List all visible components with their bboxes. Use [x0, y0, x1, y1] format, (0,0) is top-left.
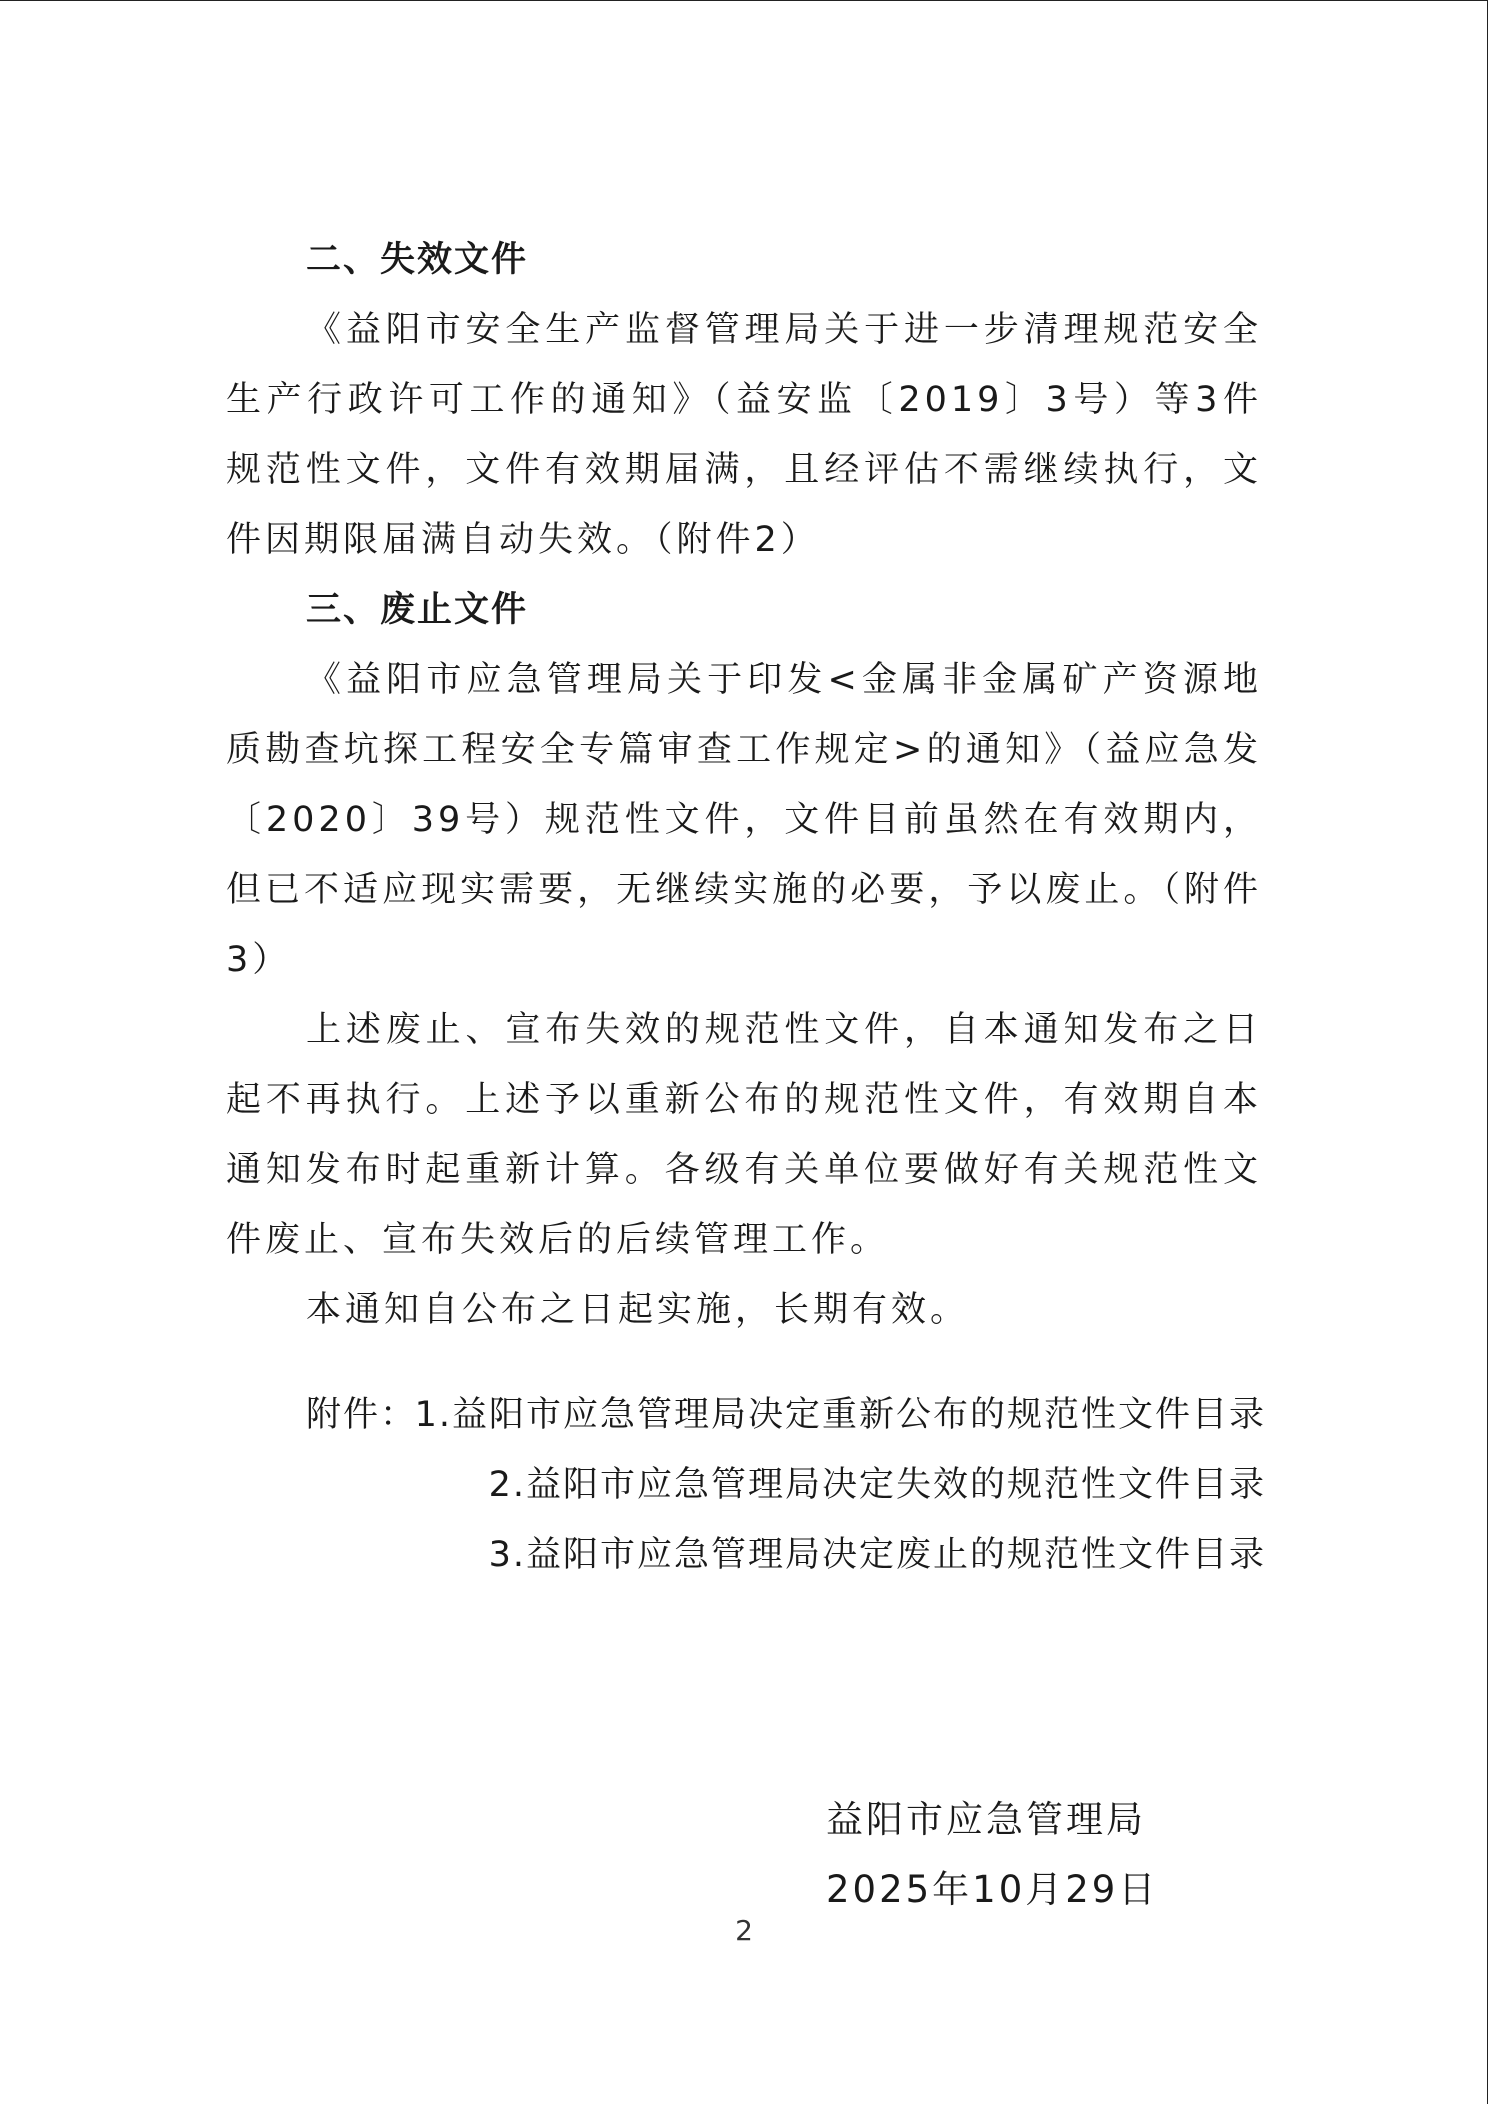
section-heading-repealed-documents: 三、废止文件 — [306, 590, 529, 630]
document-body — [226, 225, 1266, 1590]
attachment-item-1: 1.益阳市应急管理局决定重新公布的规范性文件目录 — [414, 1395, 1266, 1435]
effective-date-paragraph: 本通知自公布之日起实施，长期有效。 — [306, 1290, 970, 1330]
signature-block — [826, 1785, 1158, 1925]
signature-org: 益阳市应急管理局 — [826, 1798, 1146, 1841]
attachment-item-2: 2.益阳市应急管理局决定失效的规范性文件目录 — [488, 1465, 1266, 1505]
attachments-block — [226, 1380, 1266, 1590]
section-paragraph-repealed-documents: 《益阳市应急管理局关于印发<金属非金属矿产资源地质勘查坑探工程安全专篇审查工作规定>的通知》（益应急发〔2020〕39号）规范性文件，文件目前虽然在有效期内，但已不适应现实需要，无继续实施的必要，予以废止。（附件3） — [226, 660, 1262, 980]
attachments-label: 附件： — [306, 1395, 418, 1435]
section-heading-invalid-documents: 二、失效文件 — [306, 240, 529, 280]
page-number: 2 — [735, 1914, 753, 1947]
attachment-item-3: 3.益阳市应急管理局决定废止的规范性文件目录 — [488, 1535, 1266, 1575]
signature-date: 2025年10月29日 — [826, 1868, 1159, 1911]
closing-paragraph: 上述废止、宣布失效的规范性文件，自本通知发布之日起不再执行。上述予以重新公布的规范性文件，有效期自本通知发布时起重新计算。各级有关单位要做好有关规范性文件废止、宣布失效后的后续管理工作。 — [226, 1010, 1262, 1260]
section-paragraph-invalid-documents: 《益阳市安全生产监督管理局关于进一步清理规范安全生产行政许可工作的通知》（益安监〔2019〕3号）等3件规范性文件，文件有效期届满，且经评估不需继续执行，文件因期限届满自动失效。（附件2） — [226, 310, 1262, 560]
